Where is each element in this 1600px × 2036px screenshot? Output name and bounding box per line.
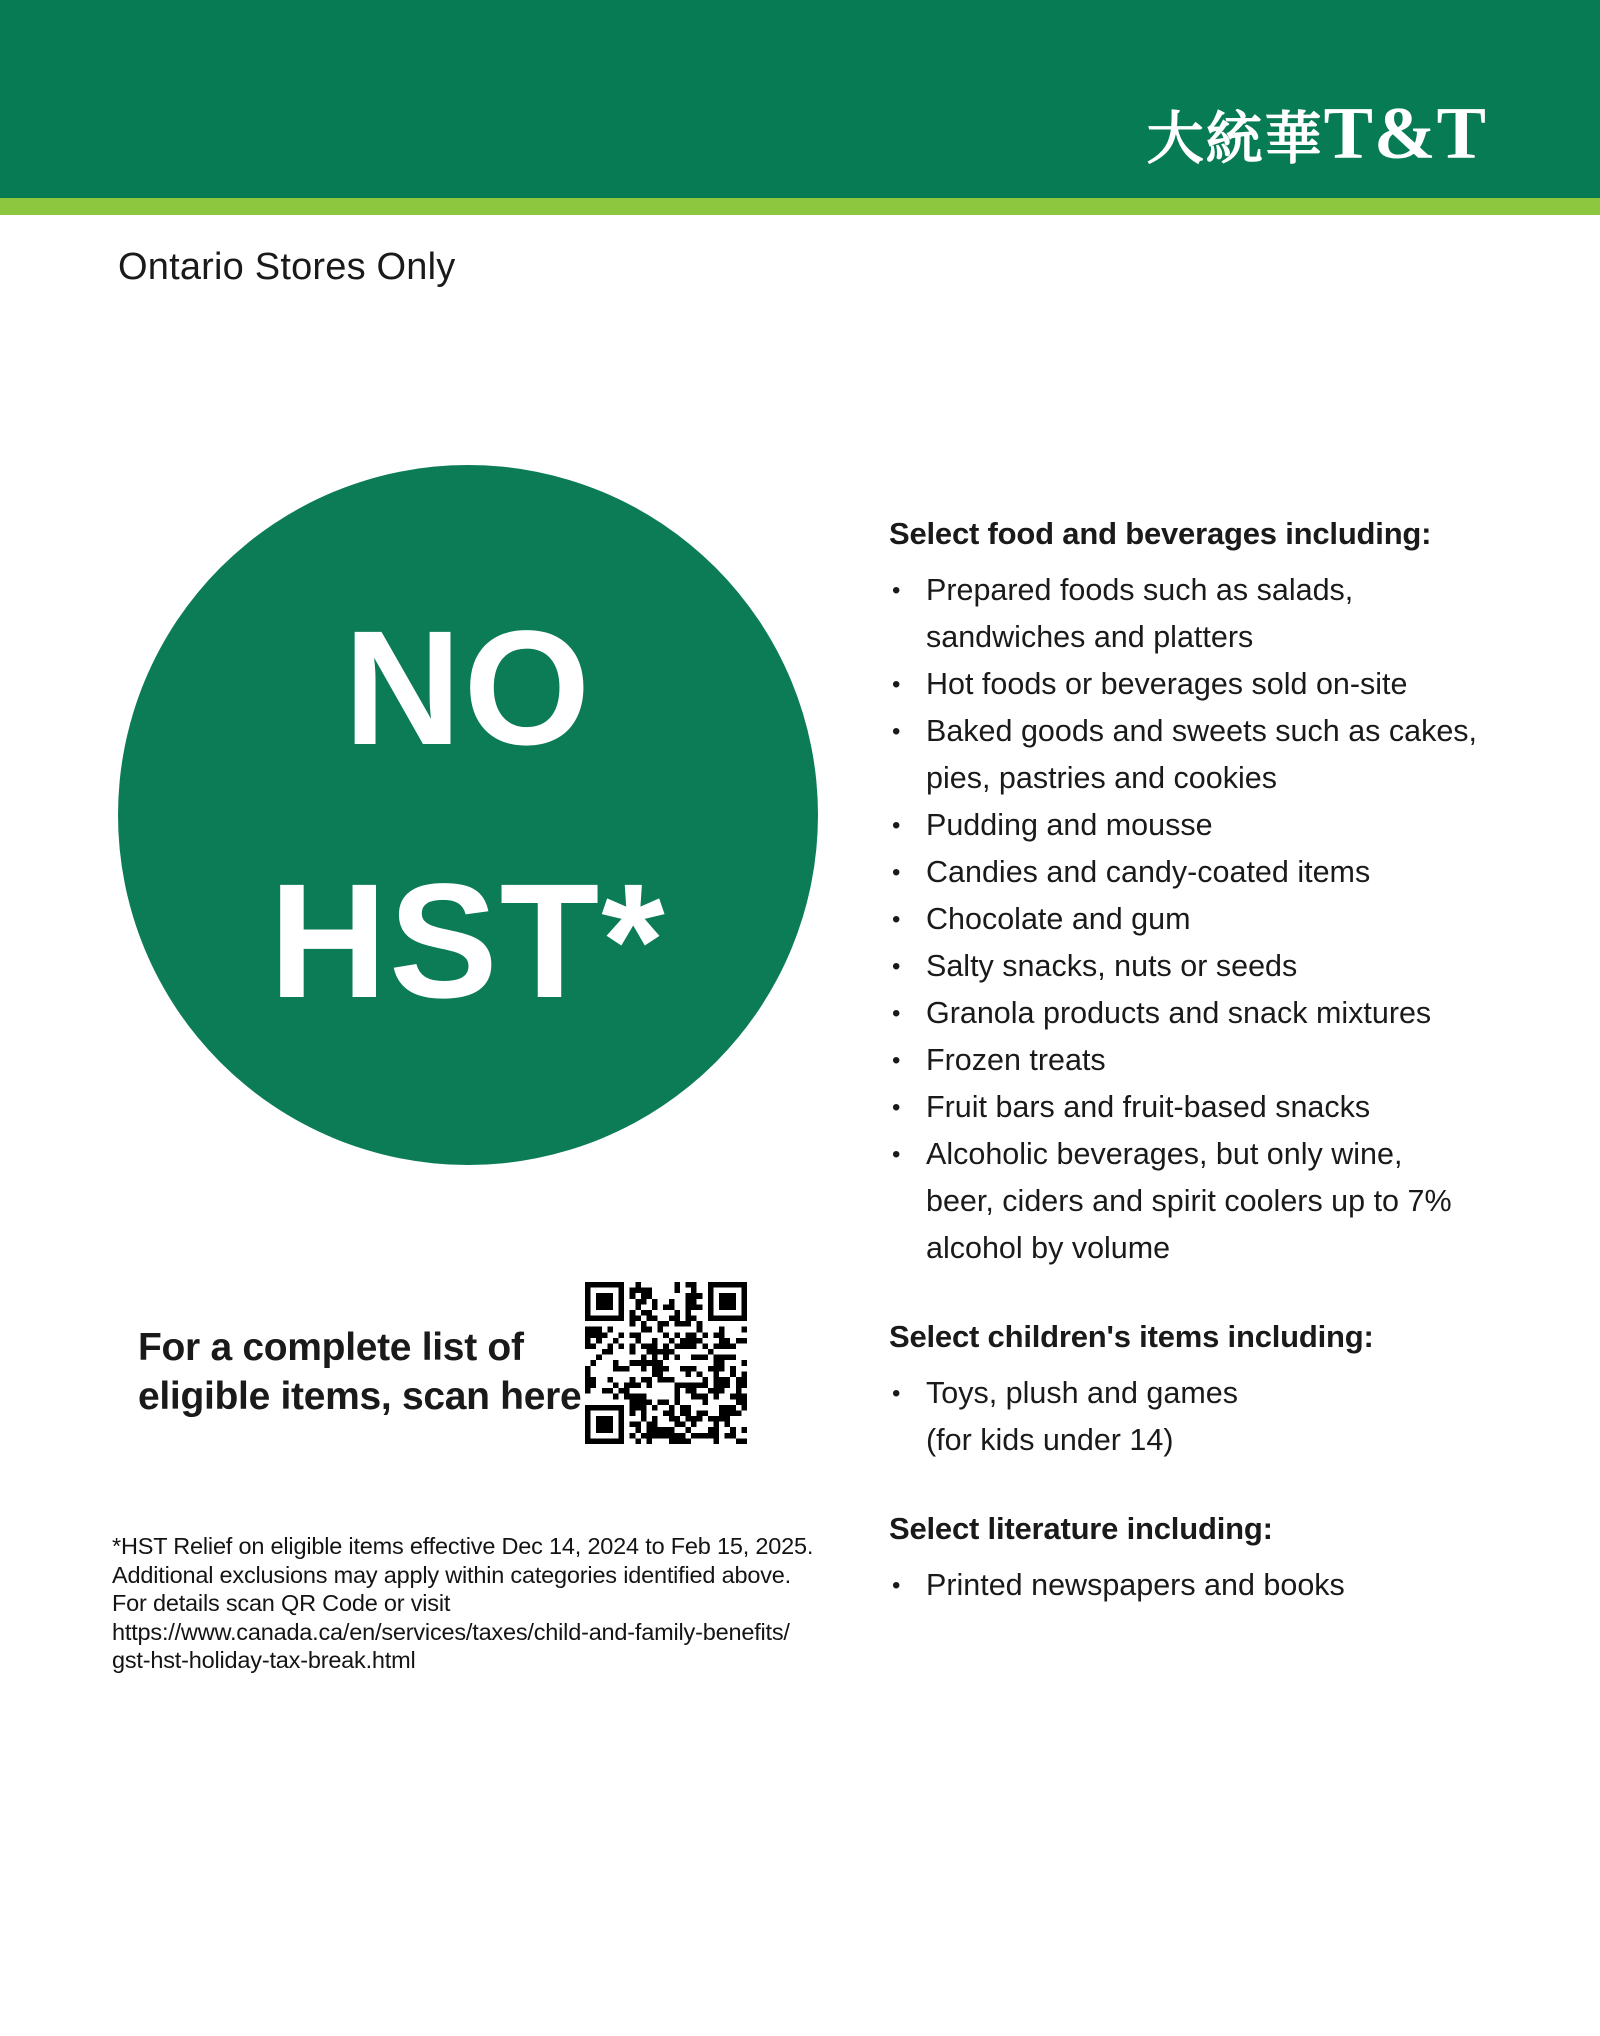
list-item-line: • Fruit bars and fruit-based snacks bbox=[926, 1090, 1371, 1124]
section-literature-items bbox=[889, 1562, 1537, 1609]
list-item-text bbox=[926, 1370, 1537, 1464]
list-item bbox=[889, 990, 1537, 1037]
list-item-text bbox=[926, 849, 1537, 896]
no-hst-badge bbox=[118, 465, 818, 1165]
no-hst-badge-line2: HST* bbox=[269, 849, 667, 1032]
footnote-asterisk: * bbox=[112, 1533, 121, 1559]
qr-code-svg bbox=[585, 1282, 747, 1444]
list-item-line: • Pudding and mousse bbox=[926, 808, 1213, 842]
no-hst-badge-line1: NO bbox=[343, 596, 593, 780]
list-item-line: pies, pastries and cookies bbox=[926, 761, 1277, 795]
list-item bbox=[889, 1370, 1537, 1464]
scan-cta-line2: eligible items, scan here bbox=[138, 1375, 582, 1418]
section-literature-heading: Select literature including: bbox=[889, 1511, 1273, 1546]
scan-cta-line1: For a complete list of bbox=[138, 1326, 524, 1369]
list-item-line: • Salty snacks, nuts or seeds bbox=[926, 949, 1298, 983]
eligible-items-column bbox=[889, 514, 1537, 1609]
section-food-items bbox=[889, 567, 1537, 1272]
list-item-line: beer, ciders and spirit coolers up to 7% bbox=[926, 1184, 1452, 1218]
list-item-line: • Baked goods and sweets such as cakes, bbox=[926, 714, 1478, 748]
section-literature bbox=[889, 1509, 1537, 1609]
list-item-text bbox=[926, 1562, 1537, 1609]
list-item bbox=[889, 896, 1537, 943]
list-item-text bbox=[926, 943, 1537, 990]
list-item-line: • Candies and candy-coated items bbox=[926, 855, 1371, 889]
fine-print-url-line2: gst-hst-holiday-tax-break.html bbox=[112, 1647, 416, 1673]
fine-print-text: HST Relief on eligible items effective Dec 14, 2024 to Feb 15, 2025. bbox=[120, 1533, 814, 1559]
tnt-logo-cjk-text: 大統華 bbox=[1146, 108, 1324, 171]
section-children bbox=[889, 1317, 1537, 1464]
list-item bbox=[889, 943, 1537, 990]
list-item-line: sandwiches and platters bbox=[926, 620, 1254, 654]
list-item bbox=[889, 708, 1537, 802]
list-item-line: • Printed newspapers and books bbox=[926, 1568, 1345, 1602]
list-item-line: • Frozen treats bbox=[926, 1043, 1106, 1077]
fine-print bbox=[112, 1532, 813, 1675]
fine-print-line bbox=[112, 1532, 813, 1561]
list-item-text bbox=[926, 567, 1537, 661]
list-item bbox=[889, 567, 1537, 661]
qr-code bbox=[585, 1282, 747, 1444]
list-item bbox=[889, 1562, 1537, 1609]
list-item-text bbox=[926, 896, 1537, 943]
fine-print-line: Additional exclusions may apply within categories identified above. bbox=[112, 1561, 791, 1588]
accent-stripe bbox=[0, 198, 1600, 215]
list-item-text bbox=[926, 1037, 1537, 1084]
tnt-logo bbox=[1147, 92, 1487, 177]
section-food-heading: Select food and beverages including: bbox=[889, 516, 1432, 551]
list-item bbox=[889, 661, 1537, 708]
section-food bbox=[889, 514, 1537, 1272]
section-children-heading: Select children's items including: bbox=[889, 1319, 1374, 1354]
header-band bbox=[0, 0, 1600, 198]
list-item-text bbox=[926, 1084, 1537, 1131]
tnt-logo-latin-text: T&T bbox=[1323, 93, 1487, 175]
scan-cta bbox=[138, 1323, 581, 1421]
list-item-text bbox=[926, 661, 1537, 708]
list-item-text bbox=[926, 990, 1537, 1037]
list-item bbox=[889, 802, 1537, 849]
list-item-line: • Toys, plush and games bbox=[926, 1376, 1238, 1410]
list-item-line: • Chocolate and gum bbox=[926, 902, 1191, 936]
fine-print-line: For details scan QR Code or visit bbox=[112, 1590, 451, 1616]
list-item-line: • Alcoholic beverages, but only wine, bbox=[926, 1137, 1403, 1171]
list-item-text bbox=[926, 1131, 1537, 1272]
list-item-text bbox=[926, 708, 1537, 802]
list-item-line: • Prepared foods such as salads, bbox=[926, 573, 1354, 607]
list-item-line: • Granola products and snack mixtures bbox=[926, 996, 1432, 1030]
fine-print-url-line1: https://www.canada.ca/en/services/taxes/child-and-family-benefits/ bbox=[112, 1618, 790, 1645]
list-item bbox=[889, 1037, 1537, 1084]
list-item-line: • Hot foods or beverages sold on-site bbox=[926, 667, 1408, 701]
region-label: Ontario Stores Only bbox=[118, 246, 456, 288]
list-item-text bbox=[926, 802, 1537, 849]
list-item bbox=[889, 1131, 1537, 1272]
list-item bbox=[889, 1084, 1537, 1131]
list-item-line: (for kids under 14) bbox=[926, 1423, 1174, 1457]
list-item bbox=[889, 849, 1537, 896]
section-children-items bbox=[889, 1370, 1537, 1464]
list-item-line: alcohol by volume bbox=[926, 1231, 1171, 1265]
